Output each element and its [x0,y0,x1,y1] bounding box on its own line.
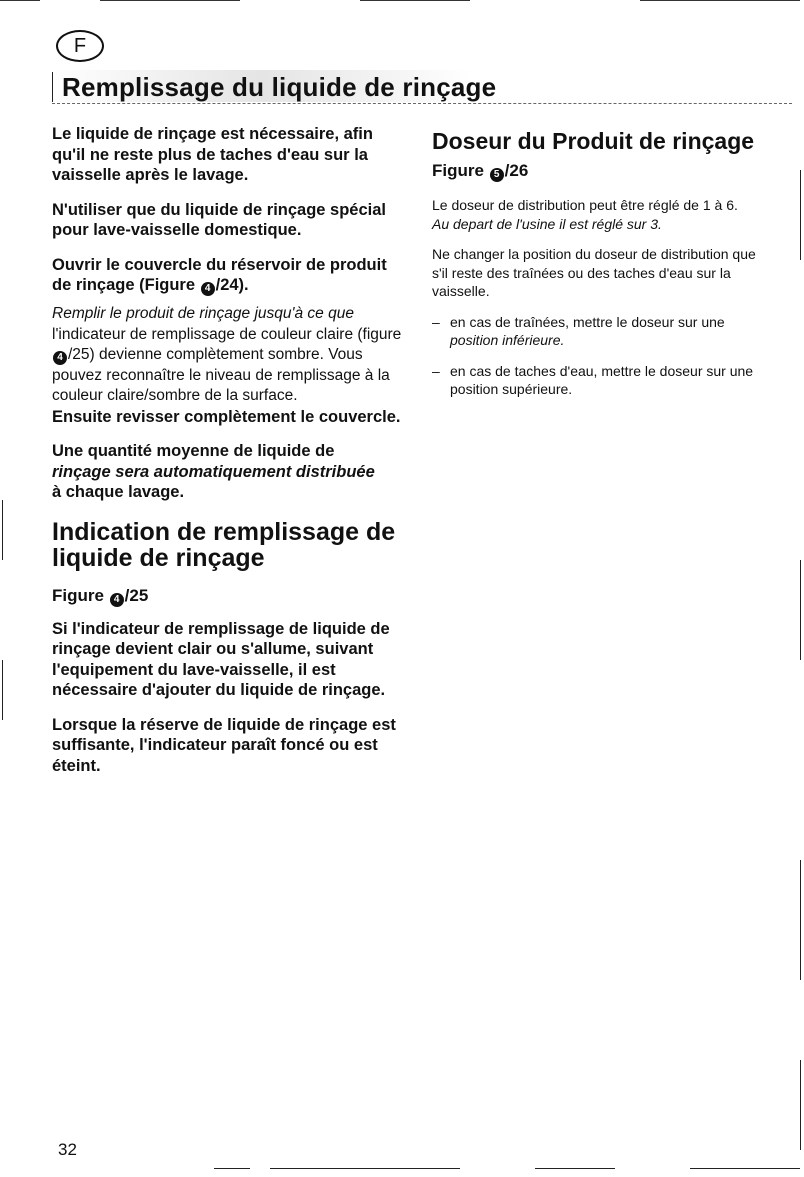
indicator-clear-paragraph: Si l'indicateur de remplissage de liquide de rinçage devient clair ou s'allume, suivant l'equipement du lave-vaisselle, il est nécessaire d'ajouter du liquide de rinçage. [52,619,390,699]
intro-paragraph: Le liquide de rinçage est nécessaire, afin qu'il ne reste plus de taches d'eau sur la vaisselle après le lavage. [52,125,373,184]
fill-text: l'indicateur de remplissage de couleur claire (figure [52,325,402,343]
dosing-line-1: Une quantité moyenne de liquide de [52,442,335,460]
fill-paragraph [52,304,404,407]
title-rule [52,103,792,104]
bullet-dash: – [432,313,440,330]
fill-text-rest: /25) devienne complètement sombre. Vous pouvez reconnaître le niveau de remplissage à la couleur claire/sombre de la surface. [52,346,390,404]
bullet-streaks-text [450,313,725,350]
figure-number-badge: 4 [110,593,124,607]
figure-label: Figure [432,161,489,180]
dosing-paragraph [52,441,404,503]
open-lid-text: Ouvrir le couvercle du réservoir de produit de rinçage (Figure [52,255,387,294]
figure-number-badge: 4 [201,282,215,296]
scan-line [535,1168,615,1169]
scan-edge [800,1060,801,1150]
language-badge: F [56,30,104,62]
bullet-streaks [432,313,772,350]
figure-label: Figure [52,585,109,605]
dispenser-heading: Doseur du Produit de rinçage [432,128,755,154]
fill-text-italic: Remplir le produit de rinçage jusqu'à ce que [52,305,354,322]
title-tick [52,72,53,102]
close-lid-paragraph: Ensuite revisser complètement le couvercle. [52,407,401,426]
open-lid-ref: /24). [215,276,249,294]
scan-line [360,0,470,1]
scan-line [640,0,800,1]
bullet-streaks-main: en cas de traînées, mettre le doseur sur une [450,313,725,330]
dosing-line-3: à chaque lavage. [52,483,185,501]
factory-setting-paragraph: Au depart de l'usine il est réglé sur 3. [432,215,662,232]
title-band [52,70,792,104]
dispenser-range-paragraph: Le doseur de distribution peut être réglé de 1 à 6. [432,197,738,213]
figure-suffix: /25 [124,585,149,605]
figure-suffix: /26 [504,161,529,180]
right-column [432,128,772,399]
scan-edge [800,170,801,260]
scan-line [214,1168,250,1169]
scan-line [0,0,40,1]
bullet-spots [432,362,772,399]
scan-edge [800,860,801,980]
scan-line [100,0,240,1]
scan-line [270,1168,460,1169]
scan-edge [2,660,3,720]
page-number: 32 [58,1140,77,1159]
figure-number-badge: 5 [490,168,504,182]
dispenser-figure-ref [432,160,772,182]
scan-edge [800,560,801,660]
bullet-streaks-position: position inférieure. [450,332,565,348]
indicator-dark-paragraph: Lorsque la réserve de liquide de rinçage est suffisante, l'indicateur paraît foncé ou est éteint. [52,715,396,775]
indicator-figure-ref [52,585,404,607]
bullet-dash: – [432,362,440,379]
scan-edge [2,500,3,560]
change-position-paragraph: Ne changer la position du doseur de distribution que s'il reste des traînées ou des taches d'eau sur la vaisselle. [432,246,756,299]
dosing-line-2: rinçage sera automatiquement distribuée [52,462,375,481]
left-column [52,124,404,776]
open-lid-paragraph [52,255,404,297]
indicator-heading: Indication de remplissage de liquide de rinçage [52,517,396,572]
scan-line [690,1168,800,1169]
bullet-spots-text: en cas de taches d'eau, mettre le doseur sur une position supérieure. [450,362,754,397]
special-liquid-paragraph: N'utiliser que du liquide de rinçage spécial pour lave-vaisselle domestique. [52,200,387,239]
page-title: Remplissage du liquide de rinçage [62,72,497,102]
figure-number-badge: 4 [53,351,67,365]
